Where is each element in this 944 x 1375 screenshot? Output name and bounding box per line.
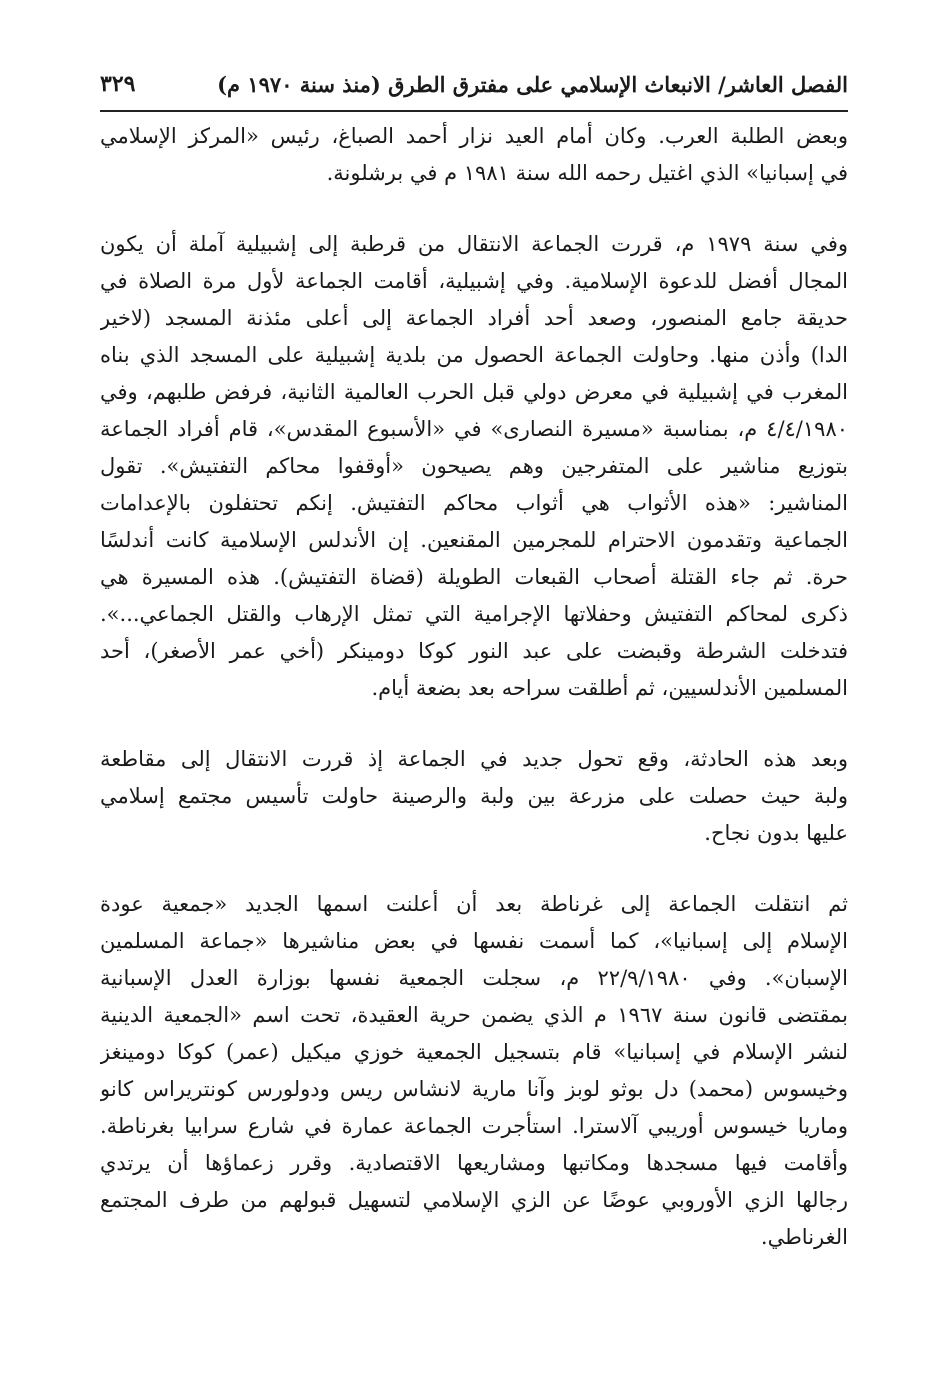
text-line: وماريا خيسوس أوريبي آلاسترا. استأجرت الجماعة عمارة في شارع سرابيا بغرناطة. — [100, 1114, 848, 1138]
text-line: بمقتضى قانون سنة ١٩٦٧ م الذي يضمن حرية العقيدة، تحت اسم «الجمعية الدينية — [100, 1003, 848, 1027]
text-line: الإسلام إلى إسبانيا»، كما أسمت نفسها في بعض مناشيرها «جماعة المسلمين — [100, 929, 848, 953]
paragraph-gap — [100, 192, 848, 226]
paragraph — [100, 886, 848, 1256]
paragraph — [100, 741, 848, 852]
text-line: ٤/٤/١٩٨٠ م، بمناسبة «مسيرة النصارى» في «الأسبوع المقدس»، قام أفراد الجماعة — [100, 417, 848, 441]
text-line: بتوزيع مناشير على المتفرجين وهم يصيحون «أوقفوا محاكم التفتيش». تقول — [100, 454, 848, 478]
text-line: المغرب في إشبيلية في معرض دولي قبل الحرب العالمية الثانية، فرفض طلبهم، وفي — [100, 380, 848, 404]
text-line: في إسبانيا» الذي اغتيل رحمه الله سنة ١٩٨١ م في برشلونة. — [326, 161, 848, 185]
body-text — [100, 118, 848, 1256]
text-line: الإسبان». وفي ٢٢/٩/١٩٨٠ م، سجلت الجمعية نفسها بوزارة العدل الإسبانية — [100, 966, 848, 990]
paragraph-gap — [100, 707, 848, 741]
text-line: المسلمين الأندلسيين، ثم أطلقت سراحه بعد بضعة أيام. — [371, 676, 848, 700]
text-line: عليها بدون نجاح. — [704, 821, 848, 845]
page-header — [100, 62, 848, 106]
text-line: حديقة جامع المنصور، وصعد أحد أفراد الجماعة إلى أعلى مئذنة المسجد (لاخير — [100, 306, 848, 330]
text-line: لنشر الإسلام في إسبانيا» قام بتسجيل الجمعية خوزي ميكيل (عمر) كوكا دومينغز — [100, 1040, 848, 1064]
text-line: الدا) وأذن منها. وحاولت الجماعة الحصول من بلدية إشبيلية على المسجد الذي بناه — [100, 343, 848, 367]
paragraph — [100, 226, 848, 707]
text-line: فتدخلت الشرطة وقبضت على عبد النور كوكا دومينكر (أخي عمر الأصغر)، أحد — [100, 639, 848, 663]
text-line: الغرناطي. — [760, 1225, 848, 1249]
text-line: حرة. ثم جاء القتلة أصحاب القبعات الطويلة (قضاة التفتيش). هذه المسيرة هي — [100, 565, 848, 589]
text-line: ثم انتقلت الجماعة إلى غرناطة بعد أن أعلنت اسمها الجديد «جمعية عودة — [100, 892, 848, 916]
text-line: وخيسوس (محمد) دل بوثو لوبز وآنا مارية لانشاس ريس ودولورس كونتريراس كانو — [100, 1077, 848, 1101]
text-line: وبعد هذه الحادثة، وقع تحول جديد في الجماعة إذ قررت الانتقال إلى مقاطعة — [100, 747, 848, 771]
text-line: المناشير: «هذه الأثواب هي أثواب محاكم التفتيش. إنكم تحتفلون بالإعدامات — [100, 491, 848, 515]
paragraph — [100, 118, 848, 192]
running-head: الفصل العاشر/ الانبعاث الإسلامي على مفترق الطرق (منذ سنة ١٩٧٠ م) — [217, 71, 848, 97]
text-line: ذكرى لمحاكم التفتيش وحفلاتها الإجرامية التي تمثل الإرهاب والقتل الجماعي...». — [100, 602, 848, 626]
page-number: ٣٢٩ — [100, 71, 136, 97]
text-line: الجماعية وتقدمون الاحترام للمجرمين المقنعين. إن الأندلس الإسلامية كانت أندلسًا — [100, 528, 848, 552]
text-line: رجالها الزي الأوروبي عوضًا عن الزي الإسلامي لتسهيل قبولهم من طرف المجتمع — [100, 1188, 848, 1212]
paragraph-gap — [100, 852, 848, 886]
text-line: ولبة حيث حصلت على مزرعة بين ولبة والرصينة حاولت تأسيس مجتمع إسلامي — [100, 784, 848, 808]
text-line: وأقامت فيها مسجدها ومكاتبها ومشاريعها الاقتصادية. وقرر زعماؤها أن يرتدي — [100, 1151, 848, 1175]
text-line: وبعض الطلبة العرب. وكان أمام العيد نزار أحمد الصباغ، رئيس «المركز الإسلامي — [100, 124, 848, 148]
text-line: المجال أفضل للدعوة الإسلامية. وفي إشبيلية، أقامت الجماعة لأول مرة الصلاة في — [100, 269, 848, 293]
header-rule — [100, 110, 848, 112]
text-line: وفي سنة ١٩٧٩ م، قررت الجماعة الانتقال من قرطبة إلى إشبيلية آملة أن يكون — [100, 232, 848, 256]
